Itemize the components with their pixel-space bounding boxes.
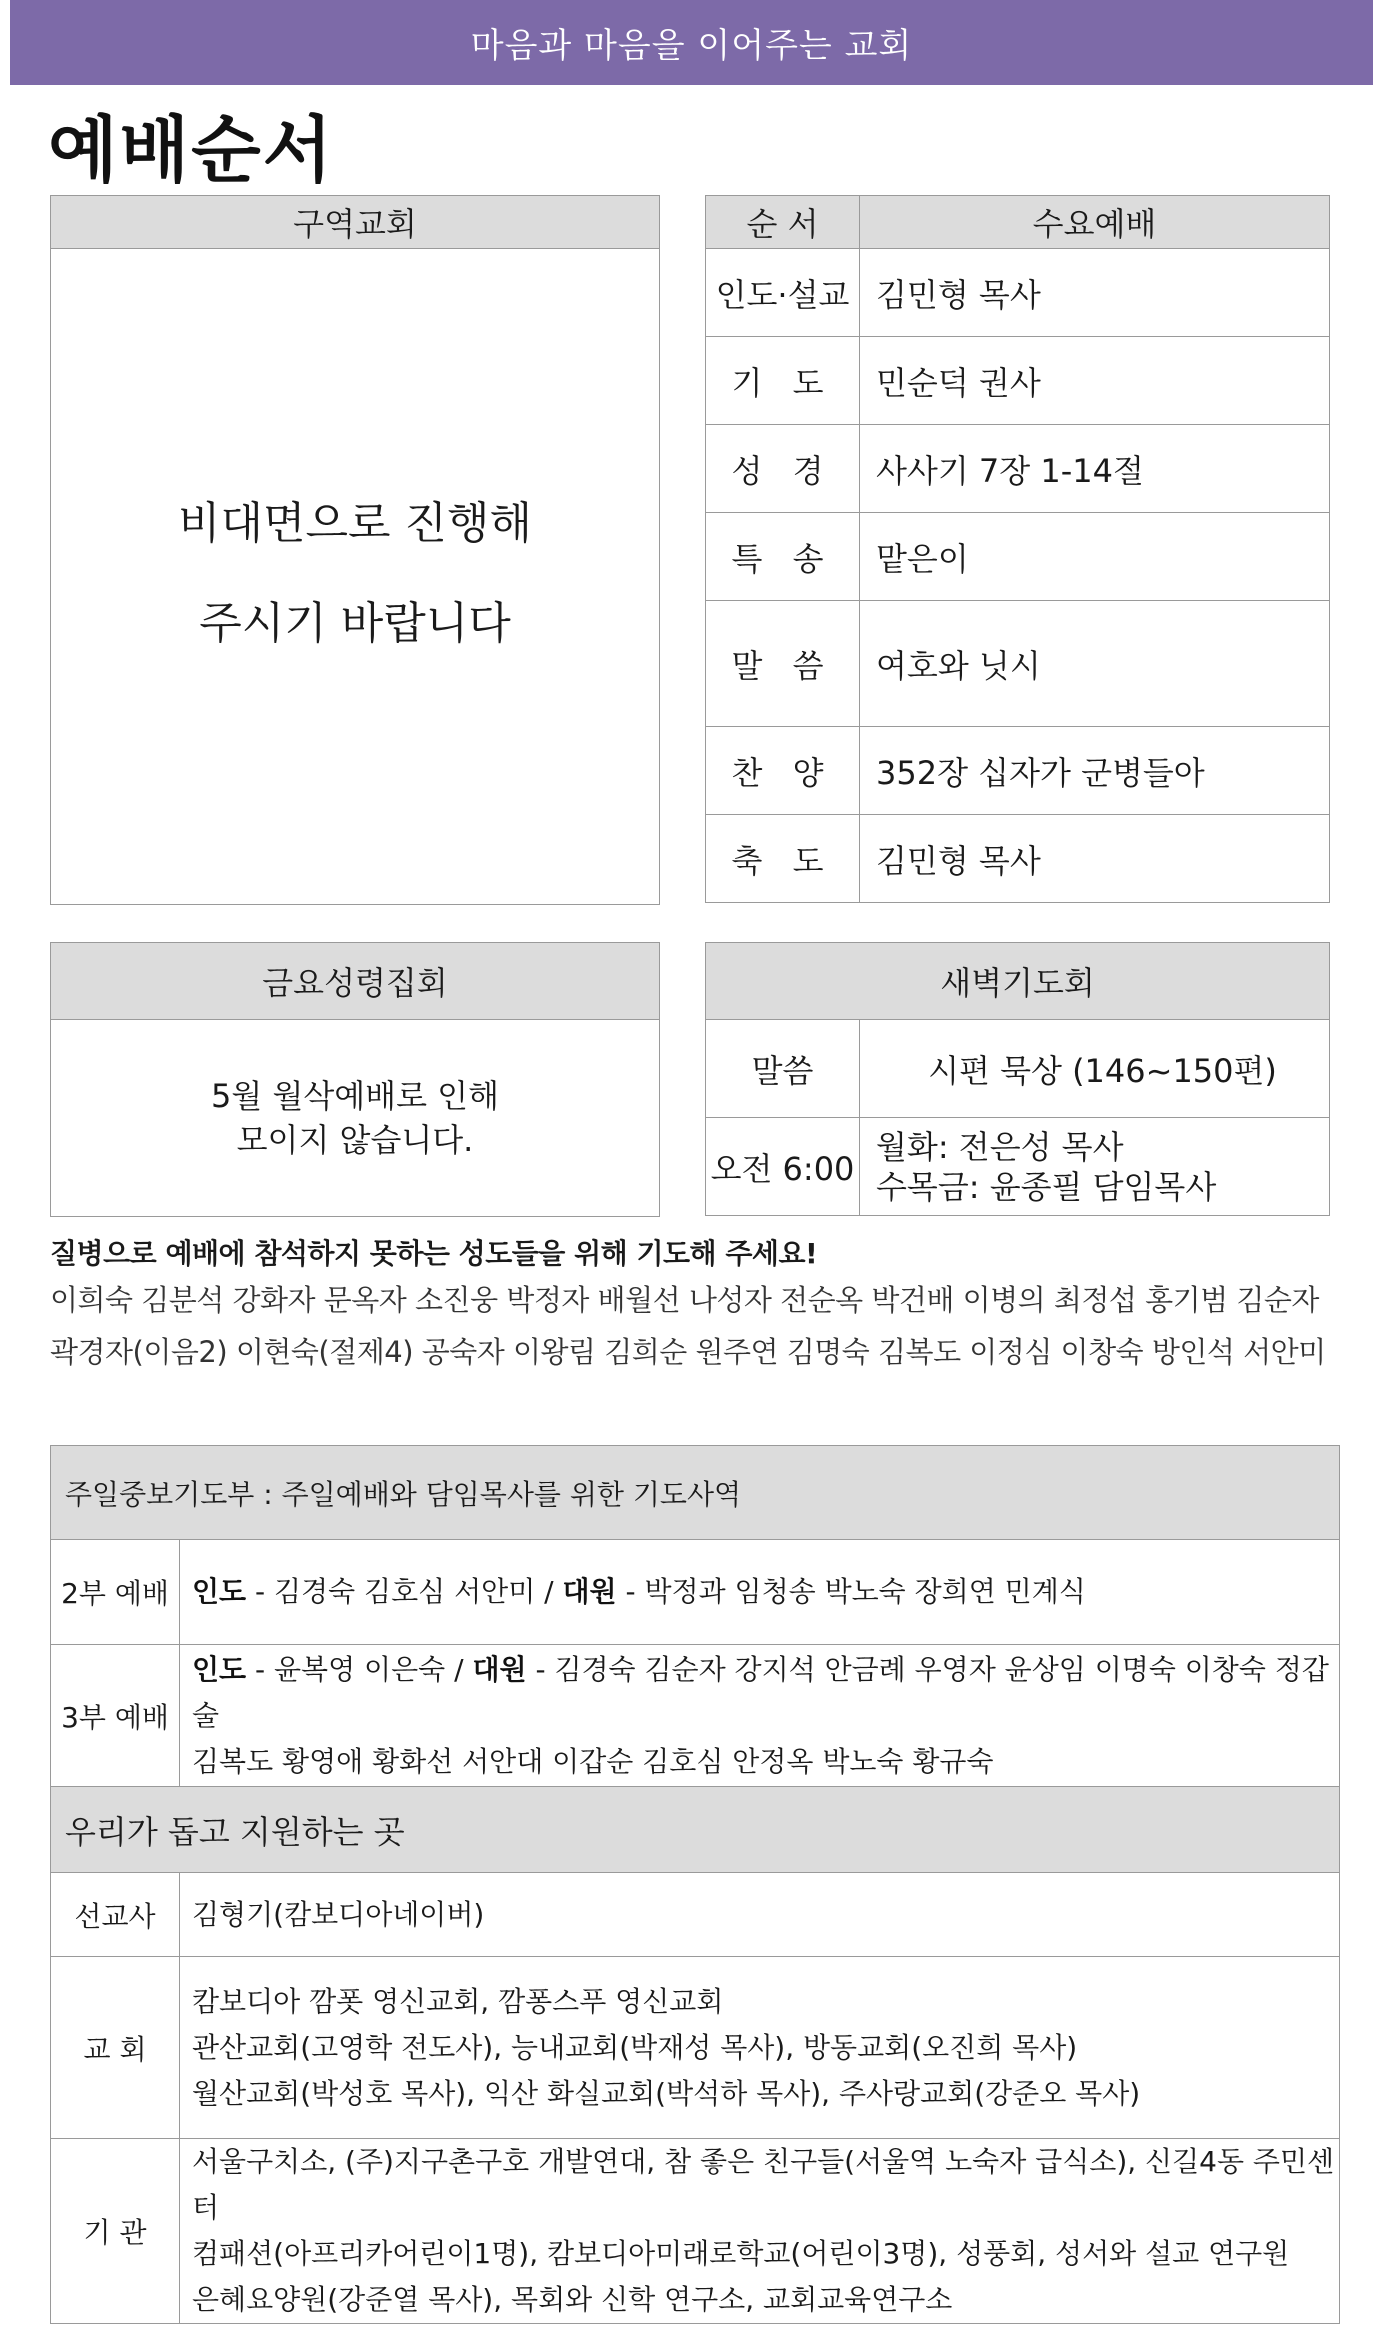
top-banner: [10, 0, 1373, 85]
order-value: 여호와 닛시: [860, 601, 1330, 727]
dawn-prayer-table: [705, 942, 1330, 1216]
organization-list: [180, 2139, 1340, 2324]
order-key: 찬 양: [706, 727, 860, 815]
lead-label: 인도: [192, 1575, 247, 1608]
page-title: 예배순서: [48, 108, 335, 192]
church-line: 관산교회(고영학 전도사), 능내교회(박재성 목사), 방동교회(오진희 목사): [192, 2030, 1078, 2064]
church-list: [180, 1957, 1340, 2139]
church-line: 월산교회(박성호 목사), 익산 화실교회(박석하 목사), 주사랑교회(강준오 목사): [192, 2076, 1141, 2110]
support-label: 기 관: [51, 2139, 180, 2324]
missionary-value: 김형기(캄보디아네이버): [180, 1873, 1340, 1957]
friday-header: 금요성령집회: [51, 943, 659, 1020]
district-church-box: [50, 195, 660, 905]
order-value: 김민형 목사: [860, 815, 1330, 903]
choir-label: 대원: [472, 1652, 527, 1686]
choir-names: - 김경숙 김순자 강지석 안금례 우영자 윤상임 이명숙 이창숙 정갑술: [192, 1652, 1329, 1732]
banner-text: 마음과 마음을 이어주는 교회: [470, 26, 913, 66]
dawn-leader-line: 월화: 전은성 목사: [876, 1127, 1124, 1166]
support-label: 교 회: [51, 1957, 180, 2139]
support-label: 선교사: [51, 1873, 180, 1957]
order-key: 특 송: [706, 513, 860, 601]
lead-names: - 김경숙 김호심 서안미 /: [246, 1575, 563, 1608]
order-key: 축 도: [706, 815, 860, 903]
choir-names-cont: 김복도 황영애 황화선 서안대 이갑순 김호심 안정옥 박노숙 황규숙: [192, 1744, 994, 1778]
service-label: 2부 예배: [51, 1540, 180, 1645]
organization-line: 은혜요양원(강준열 목사), 목회와 신학 연구소, 교회교육연구소: [192, 2283, 953, 2316]
order-value: 사사기 7장 1-14절: [860, 425, 1330, 513]
order-col-header: 수요예배: [860, 196, 1330, 249]
choir-label: 대원: [562, 1575, 617, 1608]
organization-line: 컴패션(아프리카어린이1명), 캄보디아미래로학교(어린이3명), 성풍회, 성서와 설교 연구원: [192, 2237, 1290, 2270]
order-key: 인도·설교: [706, 249, 860, 337]
support-section-header: 우리가 돕고 지원하는 곳: [51, 1787, 1340, 1873]
dawn-leader-line: 수목금: 윤종필 담임목사: [876, 1167, 1217, 1206]
district-line: 비대면으로 진행해: [177, 498, 533, 549]
order-key: 말 씀: [706, 601, 860, 727]
friday-body: [51, 1020, 659, 1216]
order-value: 352장 십자가 군병들아: [860, 727, 1330, 815]
lead-names: - 윤복영 이은숙 /: [246, 1652, 473, 1686]
organization-line: 서울구치소, (주)지구촌구호 개발연대, 참 좋은 친구들(서울역 노숙자 급식소), 신길4동 주민센터: [192, 2145, 1335, 2224]
dawn-key: 오전 6:00: [706, 1118, 860, 1216]
dawn-value: 시편 묵상 (146~150편): [860, 1020, 1330, 1118]
order-key: 성 경: [706, 425, 860, 513]
service-2-detail: [180, 1540, 1340, 1645]
lead-label: 인도: [192, 1652, 247, 1686]
intercession-section-header: 주일중보기도부 : 주일예배와 담임목사를 위한 기도사역: [51, 1446, 1340, 1540]
friday-line: 모이지 않습니다.: [236, 1121, 474, 1159]
order-value: 김민형 목사: [860, 249, 1330, 337]
friday-line: 5월 월삭예배로 인해: [211, 1077, 499, 1115]
intercession-support-table: [50, 1445, 1340, 2324]
prayer-names-line: 이희숙 김분석 강화자 문옥자 소진웅 박정자 배월선 나성자 전순옥 박건배 이병의 최정섭 홍기범 김순자: [50, 1283, 1319, 1317]
service-3-detail: [180, 1645, 1340, 1787]
order-value: 민순덕 권사: [860, 337, 1330, 425]
district-line: 주시기 바랍니다: [199, 598, 511, 649]
prayer-names-line: 곽경자(이음2) 이현숙(절제4) 공숙자 이왕림 김희순 원주연 김명숙 김복도 이정심 이창숙 방인석 서안미: [50, 1335, 1326, 1369]
wednesday-order-table: [705, 195, 1330, 903]
district-body: [51, 249, 659, 899]
dawn-header: 새벽기도회: [706, 943, 1330, 1020]
service-label: 3부 예배: [51, 1645, 180, 1787]
choir-names: - 박정과 임청송 박노숙 장희연 민계식: [616, 1575, 1086, 1608]
friday-meeting-box: [50, 942, 660, 1217]
church-line: 캄보디아 깜폿 영신교회, 깜퐁스푸 영신교회: [192, 1984, 724, 2018]
order-value: 맡은이: [860, 513, 1330, 601]
dawn-value: [860, 1118, 1330, 1216]
order-key: 기 도: [706, 337, 860, 425]
dawn-key: 말씀: [706, 1020, 860, 1118]
district-header: 구역교회: [51, 196, 659, 249]
prayer-heading: 질병으로 예배에 참석하지 못하는 성도들을 위해 기도해 주세요!: [50, 1237, 818, 1270]
order-col-header: 순 서: [706, 196, 860, 249]
